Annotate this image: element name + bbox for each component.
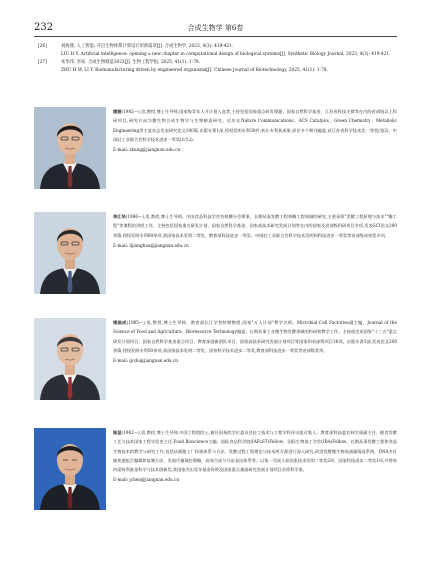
reference-text-en: LIU H Y. Artificial intelligence: opening a new chapter in computational design of biological systems[J]. Synthetic Biology Journal, 2023, 4(3): 419-421. (61, 51, 391, 57)
bio-text-block (113, 212, 397, 250)
reference-item (34, 59, 397, 75)
page-header (34, 22, 397, 34)
portrait-image (34, 318, 106, 400)
reference-index: [27] (38, 59, 47, 65)
reference-index: [26] (38, 44, 47, 49)
portrait-image (34, 212, 106, 294)
author-name: 陈坚 (113, 430, 122, 435)
author-email: E-mail: gcdu@jiangnan.edu.cn (113, 358, 178, 364)
author-email: E-mail: lijianghua@jiangnan.edu.cn (113, 242, 189, 248)
author-name: 堵国成 (113, 320, 127, 325)
bio-body: (1966—),男,教授,博士生导师。中国食品科技学会有机酸分会理事。长期从事发酵工程和酶工程领域的研究,主要承担"发酵工程原理与技术""酶工程"等课程的讲授工作。主持包括国家重点研发计划、国家自然科学基金、国家高技术研究发展计划等在内的国家及省部级科研项目多项,发表SCI论文200余篇,授权发明专利60余项,获国家技术发明二等奖、教育部科技进步一等奖、中国轻工业联合会科学技术发明和科技进步一等奖等省部级成果奖多项。 (113, 214, 397, 238)
author-photo (34, 212, 106, 294)
bio-body: (1965—),男,教授,博士生导师。教育部长江学者特聘教授,国家"万人计划"教学名师。Microbial Cell Factories副主编、Journal of the Science of Food and Agriculture、Bioresource Technology编委。长期从事工业微生物发酵领域的科研和教学工作。主持或完成国家"十三五"重点研发计划项目、国家自然科学基金重点项目、教育部创新团队项目、国家高技术研究发展计划项目等国家和省部级项目16项。出版专著3部,发表论文200余篇,授权发明专利50余项,获国家技术发明二等奖、国家科学技术进步二等奖,教育部科技进步一等奖等省部级奖项。 (113, 320, 397, 353)
author-name: 李江华 (113, 214, 126, 219)
reference-text-cn: 刘海燕. 人工智能: 开启生物体系计算设计的新篇章[J]. 合成生物学, 2023, 4(3): 419-421. (61, 44, 234, 49)
page-number: 232 (34, 22, 54, 33)
bio-text-block (113, 318, 397, 365)
journal-title: 合成生物学 第6卷 (187, 24, 244, 32)
author-email: E-mail: jchen@jiangnan.edu.cn (113, 477, 180, 483)
author-photo (34, 107, 106, 189)
reference-item (34, 43, 397, 59)
author-email: E-mail: zkang@jiangnan.edu.cn (113, 147, 181, 153)
portrait-image (34, 107, 106, 189)
portrait-image (34, 428, 106, 510)
header-rule (34, 36, 397, 37)
bio-text-block (113, 107, 397, 154)
author-name: 康振 (113, 109, 122, 114)
bio-body: (1982—),男,教授,博士生导师,国家级青年人才计划入选者,主持包括国家重点研发课题、国家自然科学基金、江苏省科技支撑等在内的省部级以上科研项目,研究方向为微生物合成生物学与生物制造研究。近年在Nature Communications、ACS Catalysis、Green Chemistry、Metabolic Engineering等主流杂志发表研究论文100篇,出版专著1部,授权发明专利30件,转让专利获成果,担任多个期刊编委,获江苏省科学技术奖一等奖(第2)、中国轻工业联合会科学技术进步一等奖(1/12)。 (113, 109, 397, 142)
bio-text-block (113, 428, 397, 485)
author-photo (34, 428, 106, 510)
reference-text-cn: 朱华伟, 李寅. 合成生物制造2023[J]. 生物工程学报, 2025, 41(1): 1-78. (61, 59, 201, 65)
bio-body: (1962—),男,教授,博士生导师,中国工程院院士,兼任国务院学位委员会轻工技术与工程学科评议组召集人、教育部科技委农林学部副主任、粮食发酵工艺与技术国家工程实验室主任,Food Bioscience主编。国际食品科学院(IAFoST)Fellow、国际生物加工学会(IBA)Fellow。长期从事发酵工程和食品生物技术的教学与研究工作,包括从细胞工厂构建体系与方法、发酵过程工程理论与技术两方面进行深入研究,改进发酵微生物高通量筛选系统、DNA多区域快速组合编辑和复制方法、发展代谢调控策略、高效合成与分泌表达体系等。以第一完成人获国家技术发明二等奖2项、国家科技进步二等奖1项,并曾获何梁何利基金科学与技术创新奖,获国家杰出青年基金资助及国家重点基础研究发展计划项目首席科学家。 (113, 430, 397, 473)
reference-list (34, 43, 397, 75)
author-photo (34, 318, 106, 400)
reference-text-en: ZHU H W, LI Y. Biomanufacturing driven by engineered organisms[J]. Chinese Journal of Biotechnology, 2025, 41(1): 1-78. (61, 67, 328, 73)
